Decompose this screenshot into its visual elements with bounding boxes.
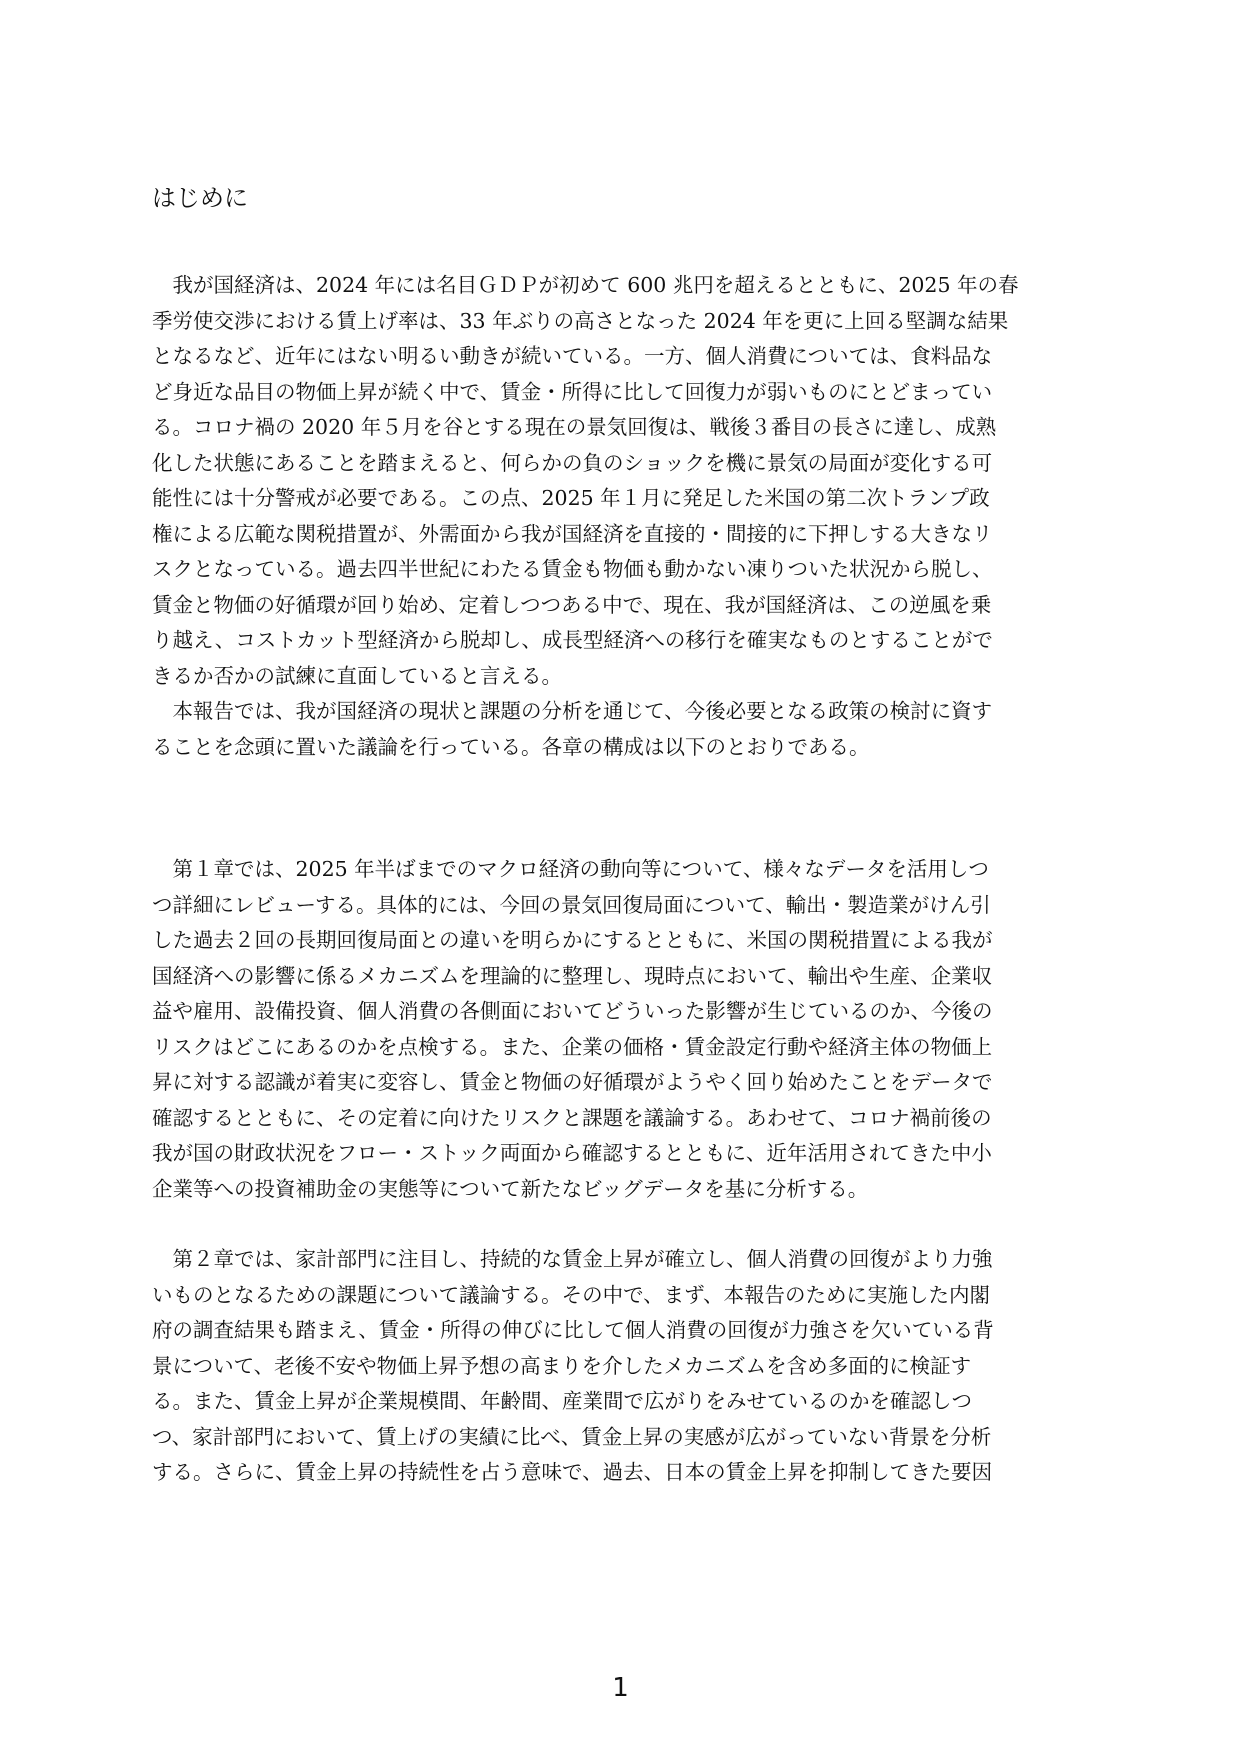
text-line: 益や雇用、設備投資、個人消費の各側面においてどういった影響が生じているのか、今後の	[152, 999, 993, 1023]
text-line: 昇に対する認識が着実に変容し、賃金と物価の好循環がようやく回り始めたことをデータで	[152, 1070, 993, 1094]
text-line: ど身近な品目の物価上昇が続く中で、賃金・所得に比して回復力が弱いものにとどまってい	[152, 379, 993, 404]
text-line: 企業等への投資補助金の実態等について新たなビッグデータを基に分析する。	[152, 1176, 869, 1201]
text-line: 本報告では、我が国経済の現状と課題の分析を通じて、今後必要となる政策の検討に資す	[152, 699, 993, 723]
text-line: 能性には十分警戒が必要である。この点、2025 年１月に発足した米国の第二次トランプ政	[152, 486, 990, 510]
text-line: する。さらに、賃金上昇の持続性を占う意味で、過去、日本の賃金上昇を抑制してきた要因	[152, 1460, 993, 1484]
text-line: ることを念頭に置いた議論を行っている。各章の構成は以下のとおりである。	[152, 734, 870, 759]
text-line: つ詳細にレビューする。具体的には、今回の景気回復局面について、輸出・製造業がけん引	[152, 892, 991, 917]
text-line: 我が国経済は、2024 年には名目ＧＤＰが初めて 600 兆円を超えるとともに、2025 年の春	[152, 273, 1019, 297]
text-line: いものとなるための課題について議論する。その中で、まず、本報告のために実施した内閣	[152, 1282, 991, 1307]
chapter1-paragraph	[152, 852, 1089, 1207]
section-heading: はじめに	[152, 184, 248, 212]
text-line: きるか否かの試練に直面していると言える。	[152, 663, 562, 688]
text-line: 府の調査結果も踏まえ、賃金・所得の伸びに比して個人消費の回復が力強さを欠いている背	[152, 1318, 994, 1342]
text-line: 季労使交渉における賃上げ率は、33 年ぶりの高さとなった 2024 年を更に上回る堅調な結果	[152, 308, 1009, 333]
text-line: つ、家計部門において、賃上げの実績に比べ、賃金上昇の実感が広がっていない背景を分析	[152, 1424, 992, 1449]
chapter2-paragraph	[152, 1242, 1089, 1491]
text-line: となるなど、近年にはない明るい動きが続いている。一方、個人消費については、食料品な	[152, 344, 993, 368]
page-number: 1	[612, 1673, 629, 1703]
text-line: 賃金と物価の好循環が回り始め、定着しつつある中で、現在、我が国経済は、この逆風を乗	[152, 592, 992, 617]
text-line: 確認するとともに、その定着に向けたリスクと課題を議論する。あわせて、コロナ禍前後の	[152, 1105, 992, 1130]
text-line: 化した状態にあることを踏まえると、何らかの負のショックを機に景気の局面が変化する可	[152, 450, 993, 475]
text-line: り越え、コストカット型経済から脱却し、成長型経済への移行を確実なものとすることがで	[152, 628, 993, 652]
text-line: 国経済への影響に係るメカニズムを理論的に整理し、現時点において、輸出や生産、企業収	[152, 963, 993, 988]
text-line: る。また、賃金上昇が企業規模間、年齢間、産業間で広がりをみせているのかを確認しつ	[152, 1389, 972, 1413]
text-line: リスクはどこにあるのかを点検する。また、企業の価格・賃金設定行動や経済主体の物価上	[152, 1034, 993, 1059]
text-line: 我が国の財政状況をフロー・ストック両面から確認するとともに、近年活用されてきた中小	[152, 1141, 992, 1165]
text-line: る。コロナ禍の 2020 年５月を谷とする現在の景気回復は、戦後３番目の長さに達し、成熟	[152, 415, 997, 439]
text-line: 第１章では、2025 年半ばまでのマクロ経済の動向等について、様々なデータを活用しつ	[152, 857, 989, 881]
text-line: スクとなっている。過去四半世紀にわたる賃金も物価も動かない凍りついた状況から脱し、	[152, 557, 993, 581]
text-line: 権による広範な関税措置が、外需面から我が国経済を直接的・間接的に下押しする大きなリ	[152, 521, 993, 546]
text-line: 景について、老後不安や物価上昇予想の高まりを介したメカニズムを含め多面的に検証す	[152, 1353, 972, 1378]
text-line: 第２章では、家計部門に注目し、持続的な賃金上昇が確立し、個人消費の回復がより力強	[152, 1247, 993, 1271]
text-line: した過去２回の長期回復局面との違いを明らかにするとともに、米国の関税措置による我が	[152, 928, 993, 952]
intro-paragraph	[152, 268, 1089, 765]
